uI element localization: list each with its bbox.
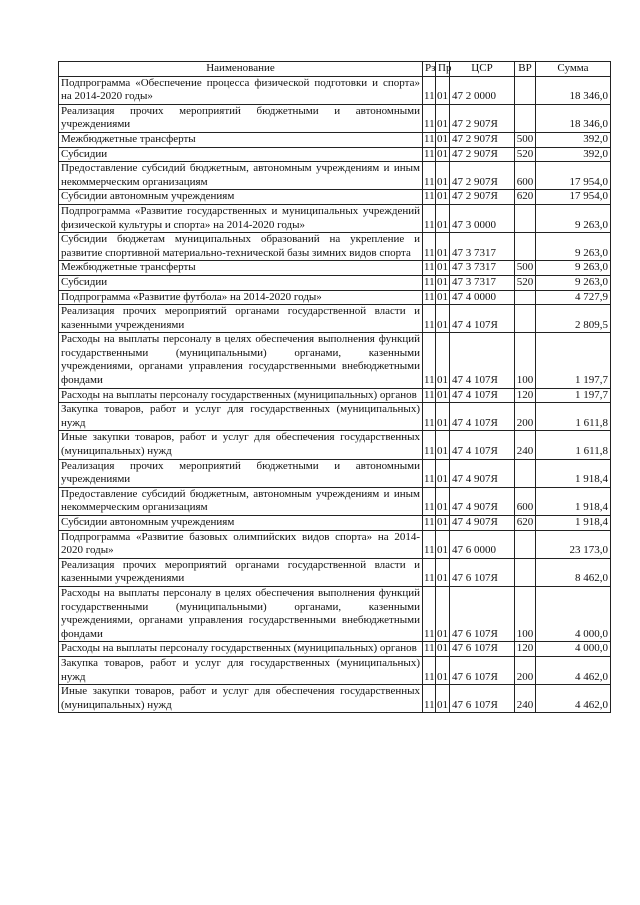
cell-rz: 11 (423, 558, 436, 586)
cell-sum: 17 954,0 (536, 190, 611, 205)
cell-rz: 11 (423, 388, 436, 403)
table-row (59, 275, 611, 290)
cell-pr: 01 (436, 530, 450, 558)
cell-pr: 01 (436, 487, 450, 515)
cell-pr: 01 (436, 459, 450, 487)
cell-name: Межбюджетные трансферты (59, 132, 423, 147)
header-name: Наименование (59, 62, 423, 77)
cell-csr: 47 4 107Я (450, 431, 515, 459)
cell-sum: 1 918,4 (536, 459, 611, 487)
cell-vr: 500 (515, 261, 536, 276)
cell-sum: 9 263,0 (536, 233, 611, 261)
cell-vr (515, 530, 536, 558)
cell-csr: 47 3 7317 (450, 233, 515, 261)
cell-csr: 47 6 0000 (450, 530, 515, 558)
table-row (59, 388, 611, 403)
cell-rz: 11 (423, 487, 436, 515)
cell-vr: 240 (515, 431, 536, 459)
header-csr: ЦСР (450, 62, 515, 77)
cell-rz: 11 (423, 586, 436, 641)
table-row (59, 190, 611, 205)
cell-sum: 392,0 (536, 147, 611, 162)
cell-vr: 600 (515, 162, 536, 190)
cell-pr: 01 (436, 431, 450, 459)
table-row (59, 558, 611, 586)
table-row (59, 261, 611, 276)
cell-pr: 01 (436, 190, 450, 205)
cell-pr: 01 (436, 558, 450, 586)
cell-sum: 1 197,7 (536, 388, 611, 403)
table-row (59, 530, 611, 558)
cell-sum: 392,0 (536, 132, 611, 147)
cell-rz: 11 (423, 530, 436, 558)
cell-name: Предоставление субсидий бюджетным, автономным учреждениям и иным некоммерческим организациям (59, 487, 423, 515)
cell-vr (515, 290, 536, 305)
table-row (59, 333, 611, 388)
header-sum: Сумма (536, 62, 611, 77)
cell-csr: 47 2 907Я (450, 132, 515, 147)
cell-csr: 47 6 107Я (450, 642, 515, 657)
cell-rz: 11 (423, 204, 436, 232)
cell-sum: 9 263,0 (536, 275, 611, 290)
cell-name: Закупка товаров, работ и услуг для государственных (муниципальных) нужд (59, 403, 423, 431)
cell-rz: 11 (423, 162, 436, 190)
cell-sum: 4 462,0 (536, 656, 611, 684)
table-row (59, 656, 611, 684)
cell-name: Субсидии автономным учреждениям (59, 190, 423, 205)
cell-rz: 11 (423, 333, 436, 388)
cell-csr: 47 3 0000 (450, 204, 515, 232)
cell-csr: 47 2 907Я (450, 104, 515, 132)
cell-name: Расходы на выплаты персоналу государственных (муниципальных) органов (59, 642, 423, 657)
cell-csr: 47 4 907Я (450, 459, 515, 487)
cell-vr: 100 (515, 333, 536, 388)
table-row (59, 516, 611, 531)
cell-rz: 11 (423, 147, 436, 162)
cell-vr (515, 204, 536, 232)
cell-vr (515, 558, 536, 586)
cell-name: Расходы на выплаты персоналу в целях обеспечения выполнения функций государственными (муниципальными) органами, казенными учреждениями, органами управления государственными внебюджетными фондами (59, 586, 423, 641)
cell-rz: 11 (423, 76, 436, 104)
cell-name: Расходы на выплаты персоналу государственных (муниципальных) органов (59, 388, 423, 403)
cell-sum: 18 346,0 (536, 76, 611, 104)
cell-rz: 11 (423, 132, 436, 147)
cell-vr: 240 (515, 685, 536, 713)
cell-csr: 47 2 907Я (450, 162, 515, 190)
cell-vr: 100 (515, 586, 536, 641)
cell-pr: 01 (436, 388, 450, 403)
cell-csr: 47 4 107Я (450, 388, 515, 403)
cell-pr: 01 (436, 586, 450, 641)
cell-pr: 01 (436, 233, 450, 261)
cell-rz: 11 (423, 459, 436, 487)
budget-document (58, 61, 610, 713)
budget-table (58, 61, 611, 713)
cell-pr: 01 (436, 642, 450, 657)
table-row (59, 76, 611, 104)
header-pr: Пр (436, 62, 450, 77)
cell-sum: 1 611,8 (536, 431, 611, 459)
cell-name: Субсидии (59, 275, 423, 290)
table-row (59, 104, 611, 132)
header-vr: ВР (515, 62, 536, 77)
cell-sum: 8 462,0 (536, 558, 611, 586)
cell-name: Предоставление субсидий бюджетным, автономным учреждениям и иным некоммерческим организациям (59, 162, 423, 190)
cell-pr: 01 (436, 403, 450, 431)
cell-rz: 11 (423, 305, 436, 333)
cell-rz: 11 (423, 275, 436, 290)
cell-sum: 4 000,0 (536, 642, 611, 657)
cell-name: Реализация прочих мероприятий органами государственной власти и казенными учреждениями (59, 305, 423, 333)
cell-csr: 47 6 107Я (450, 586, 515, 641)
cell-rz: 11 (423, 190, 436, 205)
cell-pr: 01 (436, 656, 450, 684)
cell-sum: 23 173,0 (536, 530, 611, 558)
cell-rz: 11 (423, 104, 436, 132)
cell-name: Иные закупки товаров, работ и услуг для обеспечения государственных (муниципальных) нужд (59, 431, 423, 459)
cell-sum: 4 727,9 (536, 290, 611, 305)
cell-pr: 01 (436, 132, 450, 147)
cell-vr: 120 (515, 388, 536, 403)
cell-pr: 01 (436, 685, 450, 713)
cell-sum: 18 346,0 (536, 104, 611, 132)
cell-csr: 47 3 7317 (450, 261, 515, 276)
cell-sum: 9 263,0 (536, 261, 611, 276)
table-row (59, 586, 611, 641)
cell-csr: 47 4 107Я (450, 403, 515, 431)
table-row (59, 403, 611, 431)
table-row (59, 431, 611, 459)
cell-pr: 01 (436, 275, 450, 290)
cell-pr: 01 (436, 104, 450, 132)
cell-vr: 200 (515, 656, 536, 684)
cell-rz: 11 (423, 403, 436, 431)
cell-vr (515, 233, 536, 261)
cell-vr: 600 (515, 487, 536, 515)
cell-name: Реализация прочих мероприятий органами государственной власти и казенными учреждениями (59, 558, 423, 586)
cell-rz: 11 (423, 290, 436, 305)
cell-name: Реализация прочих мероприятий бюджетными и автономными учреждениями (59, 459, 423, 487)
cell-csr: 47 4 107Я (450, 305, 515, 333)
cell-rz: 11 (423, 431, 436, 459)
cell-name: Межбюджетные трансферты (59, 261, 423, 276)
table-body (59, 76, 611, 713)
cell-pr: 01 (436, 333, 450, 388)
cell-name: Иные закупки товаров, работ и услуг для обеспечения государственных (муниципальных) нужд (59, 685, 423, 713)
cell-vr: 200 (515, 403, 536, 431)
cell-csr: 47 6 107Я (450, 656, 515, 684)
cell-csr: 47 2 907Я (450, 147, 515, 162)
cell-pr: 01 (436, 290, 450, 305)
cell-csr: 47 4 0000 (450, 290, 515, 305)
cell-pr: 01 (436, 261, 450, 276)
cell-sum: 4 000,0 (536, 586, 611, 641)
cell-rz: 11 (423, 642, 436, 657)
cell-vr (515, 459, 536, 487)
cell-rz: 11 (423, 685, 436, 713)
cell-rz: 11 (423, 516, 436, 531)
cell-sum: 2 809,5 (536, 305, 611, 333)
cell-name: Субсидии (59, 147, 423, 162)
cell-pr: 01 (436, 76, 450, 104)
cell-name: Подпрограмма «Обеспечение процесса физической подготовки и спорта» на 2014-2020 годы» (59, 76, 423, 104)
cell-sum: 9 263,0 (536, 204, 611, 232)
cell-vr (515, 104, 536, 132)
cell-sum: 1 918,4 (536, 487, 611, 515)
cell-vr: 500 (515, 132, 536, 147)
cell-name: Субсидии бюджетам муниципальных образований на укрепление и развитие спортивной материально-технической базы зимних видов спорта (59, 233, 423, 261)
cell-sum: 17 954,0 (536, 162, 611, 190)
cell-vr: 620 (515, 516, 536, 531)
cell-rz: 11 (423, 233, 436, 261)
table-row (59, 459, 611, 487)
cell-pr: 01 (436, 147, 450, 162)
cell-name: Подпрограмма «Развитие государственных и муниципальных учреждений физической культуры и спорта» на 2014-2020 годы» (59, 204, 423, 232)
table-row (59, 685, 611, 713)
cell-pr: 01 (436, 305, 450, 333)
cell-rz: 11 (423, 261, 436, 276)
cell-pr: 01 (436, 162, 450, 190)
table-row (59, 233, 611, 261)
table-row (59, 132, 611, 147)
cell-name: Субсидии автономным учреждениям (59, 516, 423, 531)
cell-sum: 1 918,4 (536, 516, 611, 531)
cell-csr: 47 6 107Я (450, 558, 515, 586)
cell-vr: 620 (515, 190, 536, 205)
cell-vr: 120 (515, 642, 536, 657)
table-row (59, 204, 611, 232)
cell-rz: 11 (423, 656, 436, 684)
table-row (59, 147, 611, 162)
table-row (59, 162, 611, 190)
table-row (59, 305, 611, 333)
cell-sum: 1 197,7 (536, 333, 611, 388)
cell-vr (515, 305, 536, 333)
cell-vr: 520 (515, 147, 536, 162)
cell-csr: 47 2 907Я (450, 190, 515, 205)
header-rz: Рз (423, 62, 436, 77)
cell-pr: 01 (436, 516, 450, 531)
cell-name: Закупка товаров, работ и услуг для государственных (муниципальных) нужд (59, 656, 423, 684)
cell-name: Подпрограмма «Развитие базовых олимпийских видов спорта» на 2014-2020 годы» (59, 530, 423, 558)
cell-name: Подпрограмма «Развитие футбола» на 2014-2020 годы» (59, 290, 423, 305)
cell-vr: 520 (515, 275, 536, 290)
cell-vr (515, 76, 536, 104)
table-row (59, 487, 611, 515)
table-row (59, 290, 611, 305)
cell-sum: 1 611,8 (536, 403, 611, 431)
table-row (59, 642, 611, 657)
cell-csr: 47 3 7317 (450, 275, 515, 290)
table-header-row (59, 62, 611, 77)
cell-csr: 47 6 107Я (450, 685, 515, 713)
cell-csr: 47 4 107Я (450, 333, 515, 388)
cell-csr: 47 2 0000 (450, 76, 515, 104)
cell-csr: 47 4 907Я (450, 516, 515, 531)
cell-pr: 01 (436, 204, 450, 232)
cell-sum: 4 462,0 (536, 685, 611, 713)
cell-name: Расходы на выплаты персоналу в целях обеспечения выполнения функций государственными (муниципальными) органами, казенными учреждениями, органами управления государственными внебюджетными фондами (59, 333, 423, 388)
cell-csr: 47 4 907Я (450, 487, 515, 515)
cell-name: Реализация прочих мероприятий бюджетными и автономными учреждениями (59, 104, 423, 132)
